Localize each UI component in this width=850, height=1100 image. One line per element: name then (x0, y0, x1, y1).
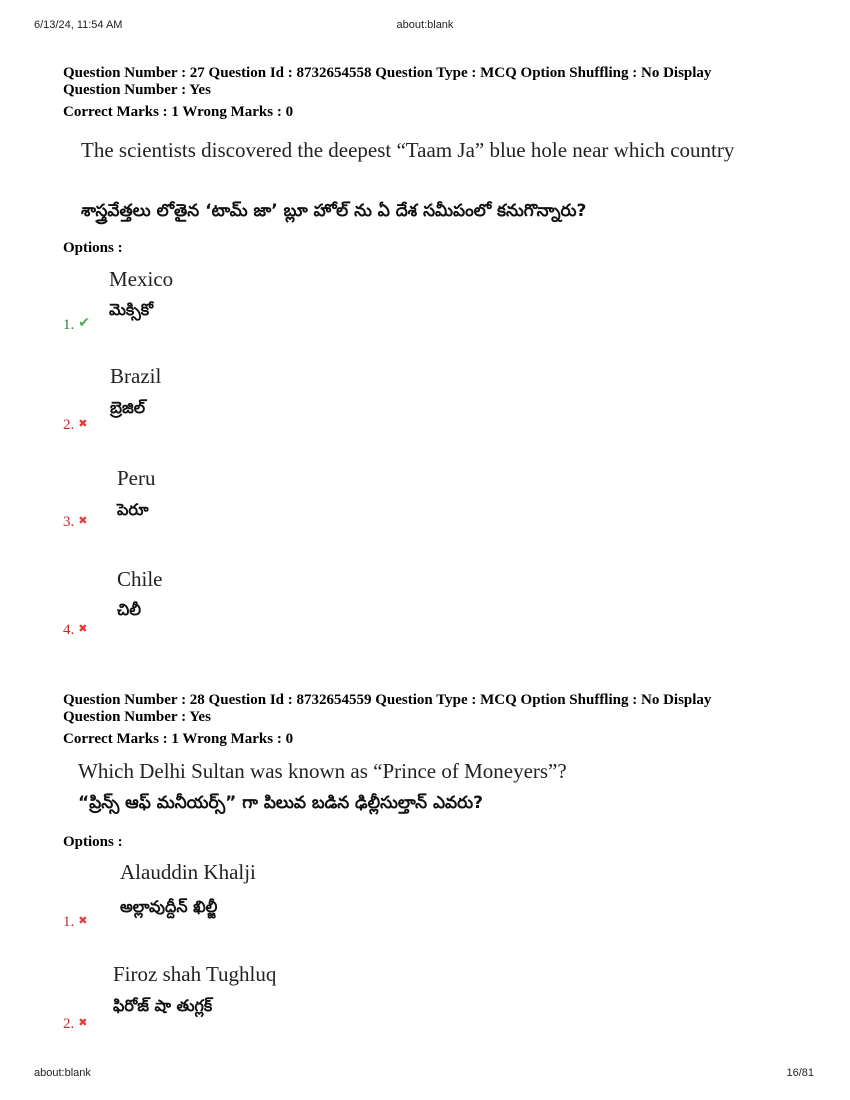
question-meta: Question Number : 27 Question Id : 8732654558 Question Type : MCQ Option Shuffling : No Display (63, 65, 712, 81)
question-meta-display: Question Number : Yes (63, 709, 211, 725)
option-text-telugu: ఫిరోజ్ షా తుగ్లక్ (113, 996, 213, 1015)
question-meta-display: Question Number : Yes (63, 82, 211, 98)
print-page-number: 16/81 (786, 1067, 814, 1079)
options-label: Options : (63, 240, 123, 256)
print-datetime: 6/13/24, 11:54 AM (34, 19, 123, 31)
option-text-telugu: బ్రెజిల్ (110, 398, 146, 417)
option-text-english: Mexico (109, 267, 174, 291)
option-number: 4. (63, 622, 75, 638)
option-text-telugu: అల్లావుద్దీన్ ఖిల్జీ (120, 897, 218, 916)
option-text-telugu: చిలీ (117, 600, 141, 619)
cross-icon: ✖ (78, 623, 88, 635)
cross-icon: ✖ (78, 515, 88, 527)
option-number: 1. (63, 317, 75, 333)
question-text-english: Which Delhi Sultan was known as “Prince of Moneyers”? (78, 759, 567, 783)
option-text-english: Alauddin Khalji (120, 860, 256, 884)
options-label: Options : (63, 834, 123, 850)
question-text-telugu: “ప్రిన్స్ ఆఫ్ మనీయర్స్” గా పిలువ బడిన ఢిల్లీసుల్తాన్ ఎవరు? (78, 793, 483, 813)
option-text-telugu: మెక్సికో (109, 300, 154, 319)
question-marks: Correct Marks : 1 Wrong Marks : 0 (63, 104, 294, 120)
cross-icon: ✖ (78, 915, 88, 927)
cross-icon: ✖ (78, 418, 88, 430)
option-number: 1. (63, 914, 75, 930)
option-text-english: Firoz shah Tughluq (113, 962, 277, 986)
cross-icon: ✖ (78, 1017, 88, 1029)
option-text-english: Brazil (110, 364, 162, 388)
option-text-english: Chile (117, 567, 163, 591)
option-text-telugu: పెరూ (117, 500, 149, 519)
option-number: 2. (63, 1016, 75, 1032)
option-number: 2. (63, 417, 75, 433)
check-icon: ✔ (78, 316, 90, 331)
option-text-english: Peru (117, 466, 156, 490)
question-text-telugu: శాస్త్రవేత్తలు లోతైన ‘టామ్ జా’ బ్లూ హోల్ ను ఏ దేశ సమీపంలో కనుగొన్నారు? (81, 201, 587, 221)
question-meta: Question Number : 28 Question Id : 8732654559 Question Type : MCQ Option Shuffling : No Display (63, 692, 712, 708)
option-number: 3. (63, 514, 75, 530)
question-text-english: The scientists discovered the deepest “Taam Ja” blue hole near which country (81, 138, 735, 162)
print-footer-url: about:blank (34, 1067, 91, 1079)
question-marks: Correct Marks : 1 Wrong Marks : 0 (63, 731, 294, 747)
print-page-title: about:blank (396, 19, 454, 31)
